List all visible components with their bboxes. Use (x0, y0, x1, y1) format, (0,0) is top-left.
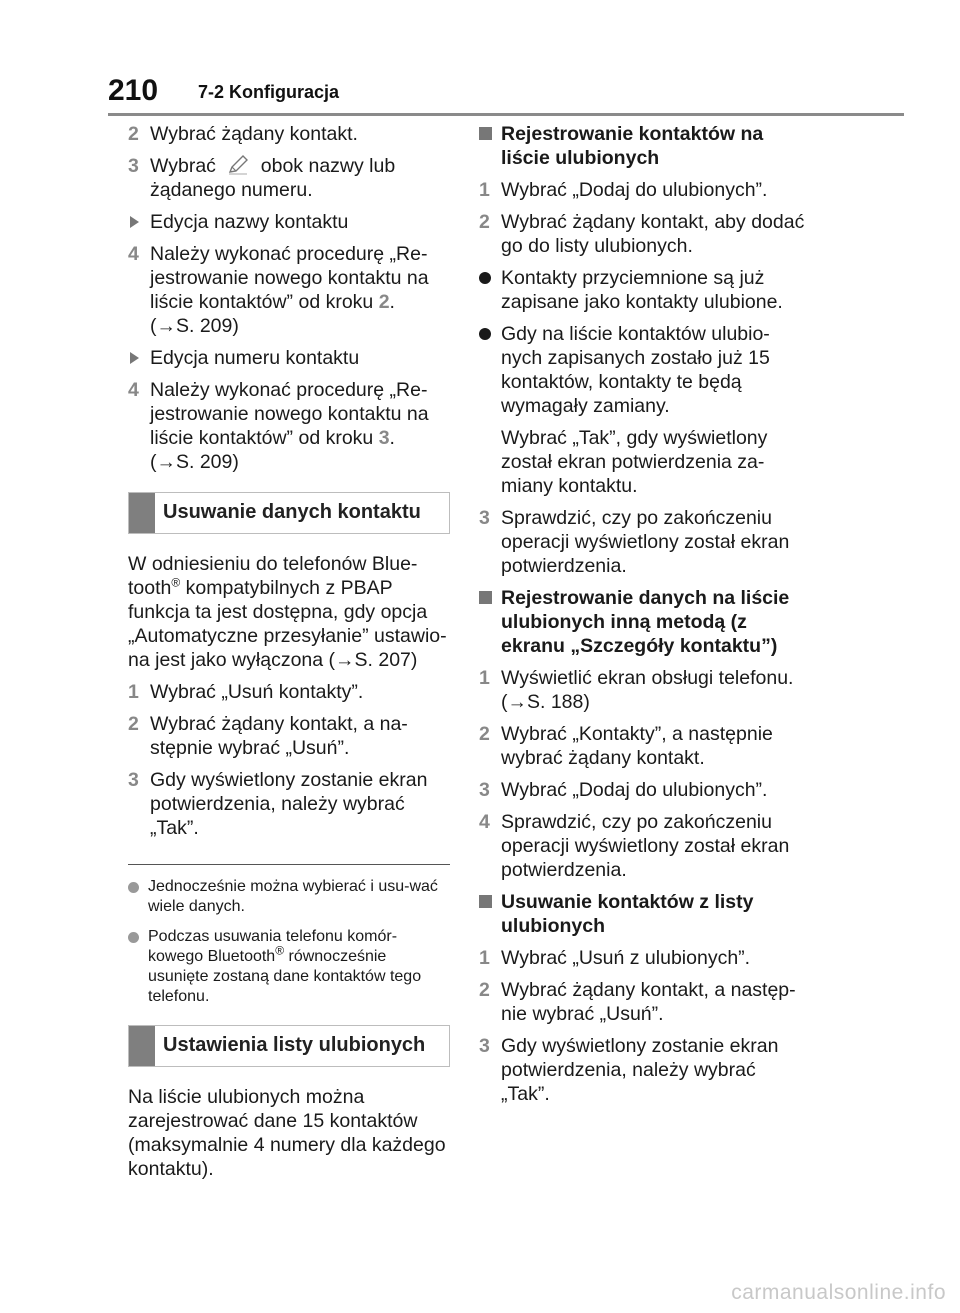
step-text: Wybrać żądany kontakt. (150, 123, 358, 145)
section-title: Ustawienia listy ulubionych (163, 1034, 426, 1056)
bullet-item (479, 322, 809, 418)
step-number: 3 (479, 507, 490, 529)
step-item (479, 666, 809, 714)
section-heading (128, 492, 450, 534)
subheading (479, 122, 809, 170)
step-text: . (389, 427, 395, 449)
step-text: . (389, 291, 395, 313)
registered-mark: ® (275, 943, 285, 958)
step-item (128, 378, 450, 474)
step-item (479, 178, 809, 202)
step-item (128, 242, 450, 338)
step-text: Należy wykonać procedurę „Re-jestrowanie nowego kontaktu na liście kontaktów” od kroku (150, 243, 429, 313)
step-text: Wybrać żądany kontakt, aby dodać go do listy ulubionych. (501, 211, 805, 257)
subheading-text: Rejestrowanie kontaktów na liście ulubionych (501, 123, 764, 169)
bullet-continuation: Wybrać „Tak”, gdy wyświetlony został ekran potwierdzenia za-miany kontaktu. (501, 427, 768, 497)
note-divider (128, 864, 450, 865)
note-text: Jednocześnie można wybierać i usu-wać wiele danych. (148, 878, 438, 915)
note-item (128, 927, 450, 1007)
step-item (128, 712, 450, 760)
step-text: Wybrać żądany kontakt, a na-stępnie wybrać „Usuń”. (150, 713, 408, 759)
subsection-text: Edycja numeru kontaktu (150, 347, 360, 369)
step-item (128, 122, 450, 146)
step-text: Sprawdzić, czy po zakończeniu operacji wyświetlony został ekran potwierdzenia. (501, 811, 790, 881)
page-reference[interactable]: (→S. 209) (150, 451, 239, 473)
step-text: Wybrać „Kontakty”, a następnie wybrać żądany kontakt. (501, 723, 773, 769)
section-title: Usuwanie danych kontaktu (163, 501, 421, 523)
square-bullet-icon (479, 895, 492, 908)
step-number: 2 (479, 211, 490, 233)
step-text: Wybrać „Usuń z ulubionych”. (501, 947, 751, 969)
step-item (479, 506, 809, 578)
subsection-text: Edycja nazwy kontaktu (150, 211, 349, 233)
step-text: Wybrać „Dodaj do ulubionych”. (501, 779, 768, 801)
header-divider (108, 113, 904, 116)
triangle-icon (130, 216, 139, 228)
step-number: 2 (479, 979, 490, 1001)
watermark: carmanualsonline.info (731, 1281, 946, 1304)
note-text: równocześnie usunięte zostaną dane kontaktów tego telefonu. (148, 948, 422, 1005)
step-text: Wybrać (150, 155, 216, 177)
subsection-label (128, 210, 450, 234)
bullet-item (479, 266, 809, 314)
step-item (128, 154, 450, 202)
intro-paragraph (128, 552, 450, 672)
subsection-label (128, 346, 450, 370)
page-reference[interactable]: (→S. 209) (150, 315, 239, 337)
step-text: Sprawdzić, czy po zakończeniu operacji wyświetlony został ekran potwierdzenia. (501, 507, 790, 577)
step-number: 2 (128, 123, 139, 145)
step-number: 3 (479, 779, 490, 801)
section-bar (129, 1026, 155, 1066)
step-item (128, 680, 450, 704)
step-number: 4 (128, 243, 139, 265)
step-number: 2 (479, 723, 490, 745)
step-item (479, 1034, 809, 1106)
step-number: 3 (128, 769, 139, 791)
step-item (128, 768, 450, 840)
subheading-text: Usuwanie kontaktów z listy ulubionych (501, 891, 754, 937)
step-number: 1 (479, 179, 490, 201)
triangle-icon (130, 352, 139, 364)
step-text: Wyświetlić ekran obsługi telefonu. (→S. 188) (501, 667, 794, 713)
step-number: 3 (128, 155, 139, 177)
step-reference: 2 (378, 291, 390, 313)
step-number: 3 (479, 1035, 490, 1057)
section-bar (129, 493, 155, 533)
step-text: Gdy wyświetlony zostanie ekran potwierdzenia, należy wybrać „Tak”. (501, 1035, 779, 1105)
step-number: 4 (128, 379, 139, 401)
step-item (479, 810, 809, 882)
step-item (479, 778, 809, 802)
step-text: Wybrać żądany kontakt, a następ-nie wybrać „Usuń”. (501, 979, 796, 1025)
intro-text: W odniesieniu do telefonów Blue-tooth (128, 553, 418, 599)
intro-text: kompatybilnych z PBAP funkcja ta jest dostępna, gdy opcja „Automatyczne przesyłanie” ustawio-na jest jako wyłączona (→S. 207) (128, 577, 447, 671)
bullet-text: Kontakty przyciemnione są już zapisane jako kontakty ulubione. (501, 267, 783, 313)
registered-mark: ® (171, 575, 181, 590)
step-item (479, 722, 809, 770)
pencil-icon (225, 154, 251, 176)
square-bullet-icon (479, 127, 492, 140)
step-number: 4 (479, 811, 490, 833)
step-text: Wybrać „Dodaj do ulubionych”. (501, 179, 768, 201)
right-column (479, 122, 809, 1114)
square-bullet-icon (479, 591, 492, 604)
step-number: 1 (479, 947, 490, 969)
step-text: obok nazwy lub żądanego numeru. (150, 155, 396, 201)
bullet-icon (479, 328, 491, 340)
note-item (128, 877, 450, 917)
step-number: 1 (128, 681, 139, 703)
step-number: 2 (128, 713, 139, 735)
note-text: Podczas usuwania telefonu komór-kowego Bluetooth (148, 928, 398, 965)
page-number: 210 (108, 74, 159, 107)
page-header (0, 0, 960, 110)
subheading (479, 890, 809, 938)
bullet-text: Gdy na liście kontaktów ulubio-nych zapisanych zostało już 15 kontaktów, kontakty te będą wymagały zamiany. (501, 323, 770, 417)
step-text: Gdy wyświetlony zostanie ekran potwierdzenia, należy wybrać „Tak”. (150, 769, 428, 839)
bullet-icon (128, 932, 139, 943)
step-reference: 3 (378, 427, 390, 449)
step-text: Wybrać „Usuń kontakty”. (150, 681, 364, 703)
subheading (479, 586, 809, 658)
step-text: Należy wykonać procedurę „Re-jestrowanie nowego kontaktu na liście kontaktów” od kroku (150, 379, 429, 449)
subheading-text: Rejestrowanie danych na liście ulubionych inną metodą (z ekranu „Szczegóły kontaktu”) (501, 587, 790, 657)
favorites-intro: Na liście ulubionych można zarejestrować dane 15 kontaktów (maksymalnie 4 numery dla każdego kontaktu). (128, 1086, 446, 1180)
chapter-title: 7-2 Konfiguracja (198, 82, 340, 102)
section-heading (128, 1025, 450, 1067)
bullet-icon (479, 272, 491, 284)
step-item (479, 210, 809, 258)
left-column (128, 122, 450, 1189)
step-item (479, 978, 809, 1026)
step-number: 1 (479, 667, 490, 689)
bullet-icon (128, 882, 139, 893)
step-item (479, 946, 809, 970)
